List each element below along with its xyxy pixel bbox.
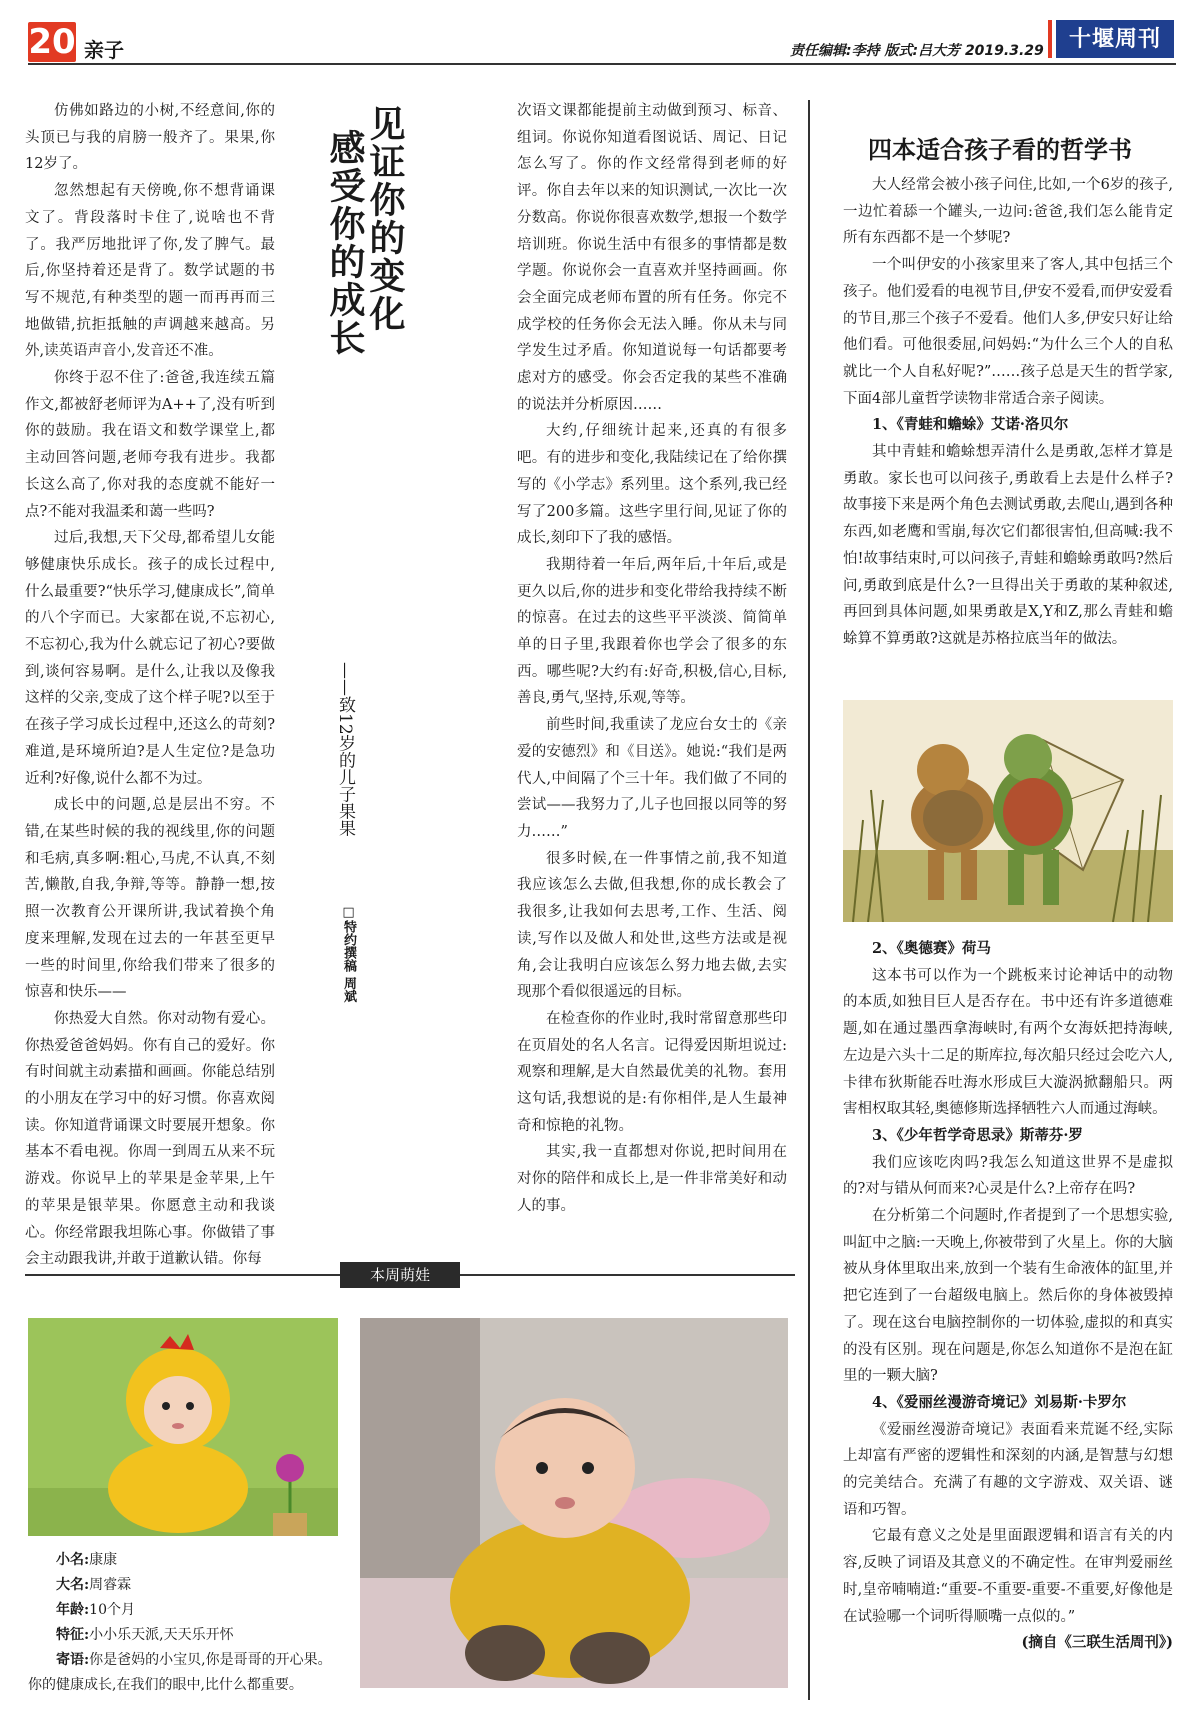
trait-value: 小小乐天派,天天乐开怀	[89, 1627, 234, 1643]
paragraph: 次语文课都能提前主动做到预习、标音、组词。你说你知道看图说话、周记、日记怎么写了。你的作文经常得到老师的好评。你自去年以来的知识测试,一次比一次分数高。你说你很喜欢数学,想报一个数学培训班。你说生活中有很多的事情都是数学题。你说你会一直喜欢并坚持画画。你会全面完成老师布置的所有任务。你完不成学校的任务你会无法入睡。你从未与同学发生过矛盾。你知道说每一句话都要考虑对方的感受。你会否定我的某些不准确的说法并分析原因……	[517, 103, 787, 413]
book1-title: 1、《青蛙和蟾蜍》艾诺·洛贝尔	[872, 416, 1069, 434]
info-trait	[28, 1623, 338, 1648]
column-divider	[808, 100, 810, 1700]
paragraph: 它最有意义之处是里面跟逻辑和语言有关的内容,反映了词语及其意义的不确定性。在审判爱丽丝时,皇帝喃喃道:“重要-不重要-重要-不重要,好像他是在试验哪一个词听得顺嘴一点似的。”	[843, 1528, 1173, 1625]
paragraph: 你终于忍不住了:爸爸,我连续五篇作文,都被舒老师评为A++了,没有听到你的鼓励。我在语文和数学课堂上,都主动回答问题,老师夸我有进步。我都长这么高了,你对我的态度就不能好一点?不能对我温柔和蔼一些吗?	[25, 370, 275, 520]
message-label: 寄语:	[56, 1652, 90, 1668]
title-line-1: 见证你的变化	[364, 105, 406, 333]
big-name-value: 周睿霖	[89, 1577, 132, 1593]
age-value: 10个月	[89, 1602, 135, 1618]
section-name: 亲子	[84, 38, 124, 62]
baby-photo-1-drawing	[28, 1318, 338, 1536]
paragraph: 在分析第二个问题时,作者提到了一个思想实验,叫缸中之脑:一天晚上,你被带到了火星上。你的大脑被从身体里取出来,放到一个装有生命液体的缸里,并把它连到了一台超级电脑上。然后你的身体被毁掉了。现在这台电脑控制你的一切体验,虚拟的和真实的没有区别。现在问题是,你怎么知道你不是泡在缸里的一颗大脑?	[843, 1208, 1173, 1385]
paragraph: 其实,我一直都想对你说,把时间用在对你的陪伴和成长上,是一件非常美好和动人的事。	[517, 1144, 787, 1214]
paragraph: 一个叫伊安的小孩家里来了客人,其中包括三个孩子。他们爱看的电视节目,伊安不爱看,而伊安爱看的节目,那三个孩子不爱看。他们人多,伊安只好让给他们看。可他很委屈,问妈妈:“为什么三个人的自私就比一个人自私好呢?”……孩子总是天生的哲学家,下面4部儿童哲学读物非常适合亲子阅读。	[843, 257, 1173, 407]
paragraph: 忽然想起有天傍晚,你不想背诵课文了。背段落时卡住了,说啥也不背了。我严厉地批评了你,发了脾气。最后,你坚持着还是背了。数学试题的书写不规范,有种类型的题一而再再而三地做错,抗拒抵触的声调越来越高。另外,读英语声音小,发音还不准。	[25, 183, 275, 360]
baby-info	[28, 1548, 338, 1698]
source-credit: (摘自《三联生活周刊》)	[1021, 1634, 1173, 1652]
baby-photo-2-drawing	[360, 1318, 788, 1688]
article2-title: 四本适合孩子看的哲学书	[868, 135, 1132, 164]
article1-author: □特约撰稿 周斌	[341, 905, 356, 1003]
info-message	[28, 1648, 338, 1698]
paragraph: 我们应该吃肉吗?我怎么知道这世界不是虚拟的?对与错从何而来?心灵是什么?上帝存在吗?	[843, 1154, 1173, 1198]
title-line-2: 感受你的成长	[324, 129, 366, 357]
newspaper-logo: 十堰周刊	[1056, 20, 1174, 58]
article2-lower	[843, 936, 1173, 1657]
paragraph: 大人经常会被小孩子问住,比如,一个6岁的孩子,一边忙着舔一个罐头,一边问:爸爸,我们怎么能肯定所有东西都不是一个梦呢?	[843, 177, 1173, 247]
article1-column1	[25, 98, 275, 1268]
paragraph: 我期待着一年后,两年后,十年后,或是更久以后,你的进步和变化带给我持续不断的惊喜。在过去的这些平平淡淡、简简单单的日子里,我跟着你也学会了很多的东西。哪些呢?大约有:好奇,积极,信心,目标,善良,勇气,坚持,乐观,等等。	[517, 556, 787, 707]
frog-toad-illustration	[843, 700, 1173, 922]
paragraph: 仿佛如路边的小树,不经意间,你的头顶已与我的肩膀一般齐了。果果,你12岁了。	[25, 103, 275, 173]
paragraph: 成长中的问题,总是层出不穷。不错,在某些时候的我的视线里,你的问题和毛病,真多啊:粗心,马虎,不认真,不刻苦,懒散,自我,争辩,等等。静静一想,按照一次教育公开课所讲,我试着换个角度来理解,发现在过去的一年甚至更早一些的时间里,你给我们带来了很多的惊喜和快乐——	[25, 797, 275, 1001]
paragraph: 大约,仔细统计起来,还真的有很多吧。有的进步和变化,我陆续记在了给你撰写的《小学志》系列里。这个系列,我已经写了200多篇。这些字里行间,见证了你的成长,刻印下了我的感悟。	[517, 423, 787, 547]
book3-title: 3、《少年哲学奇思录》斯蒂芬·罗	[872, 1126, 1083, 1144]
paragraph: 这本书可以作为一个跳板来讨论神话中的动物的本质,如独目巨人是否存在。书中还有许多道德难题,如在通过墨西拿海峡时,有两个女海妖把持海峡,左边是六头十二足的斯库拉,每次船只经过会吃六人,卡律布狄斯能吞吐海水形成巨大漩涡掀翻船只。两害相权取其轻,奥德修斯选择牺牲六人而通过海峡。	[843, 967, 1173, 1118]
article1-title	[325, 105, 405, 575]
small-name-label: 小名:	[56, 1552, 90, 1568]
baby-photo-yellow-sweater	[360, 1318, 788, 1688]
header-rule	[28, 63, 1176, 65]
book2-title: 2、《奥德赛》荷马	[872, 940, 991, 957]
trait-label: 特征:	[56, 1627, 90, 1643]
age-label: 年龄:	[56, 1602, 90, 1618]
frog-toad-drawing	[843, 700, 1173, 922]
paragraph: 在检查你的作业时,我时常留意那些印在页眉处的名人名言。记得爱因斯坦说过:观察和理解,是大自然最优美的礼物。套用这句话,我想说的是:有你相伴,是人生最神奇和惊艳的礼物。	[517, 1010, 787, 1134]
info-age	[28, 1598, 338, 1623]
paragraph: 其中青蛙和蟾蜍想弄清什么是勇敢,怎样才算是勇敢。家长也可以问孩子,勇敢看上去是什么样子?故事接下来是两个角色去测试勇敢,去爬山,遇到各种东西,如老鹰和雪崩,每次它们都很害怕,但高喊:我不怕!故事结束时,可以问孩子,青蛙和蟾蜍勇敢吗?然后问,勇敢到底是什么?一旦得出关于勇敢的某种叙述,再回到具体问题,如果勇敢是X,Y和Z,那么青蛙和蟾蜍算不算勇敢?这就是苏格拉底当年的做法。	[843, 444, 1173, 647]
book4-title: 4、《爱丽丝漫游奇境记》刘易斯·卡罗尔	[872, 1393, 1127, 1411]
article2-upper	[843, 172, 1173, 653]
paragraph: 过后,我想,天下父母,都希望儿女能够健康快乐成长。孩子的成长过程中,什么最重要?“快乐学习,健康成长”,简单的八个字而已。大家都在说,不忘初心,不忘初心,我为什么就忘记了初心?要做到,谈何容易啊。是什么,让我以及像我这样的父亲,变成了这个样子呢?以至于在孩子学习成长过程中,还这么的苛刻?难道,是环境所迫?是人生定位?是急功近利?好像,说什么都不为过。	[25, 530, 275, 787]
baby-corner-tab: 本周萌娃	[340, 1262, 460, 1288]
editor-credits: 责任编辑:李持 版式:吕大芳 2019.3.29	[790, 43, 1044, 59]
paragraph: 《爱丽丝漫游奇境记》表面看来荒诞不经,实际上却富有严密的逻辑性和深刻的内涵,是智慧与幻想的完美结合。充满了有趣的文字游戏、双关语、谜语和巧智。	[843, 1421, 1173, 1518]
big-name-label: 大名:	[56, 1577, 90, 1593]
article1-subtitle: ——致12岁的儿子果果	[335, 662, 355, 837]
page-number: 20	[28, 22, 76, 62]
small-name-value: 康康	[89, 1552, 118, 1568]
paragraph: 前些时间,我重读了龙应台女士的《亲爱的安德烈》和《目送》。她说:“我们是两代人,中间隔了个三十年。我们做了不同的尝试——我努力了,儿子也回报以同等的努力……”	[517, 717, 787, 840]
baby-photo-chick-costume	[28, 1318, 338, 1536]
paragraph: 很多时候,在一件事情之前,我不知道我应该怎么去做,但我想,你的成长教会了我很多,让我如何去思考,工作、生活、阅读,写作以及做人和处世,这些方法或是视角,会让我明白应该怎么努力地去做,去实现那个看似很遥远的目标。	[517, 850, 787, 1001]
article1-column2	[517, 98, 787, 1248]
message-value: 你是爸妈的小宝贝,你是哥哥的开心果。你的健康成长,在我们的眼中,比什么都重要。	[28, 1652, 332, 1693]
info-small-name	[28, 1548, 338, 1573]
paragraph: 你热爱大自然。你对动物有爱心。你热爱爸爸妈妈。你有自己的爱好。你有时间就主动素描和画画。你能总结别的小朋友在学习中的好习惯。你喜欢阅读。你知道背诵课文时要展开想象。你基本不看电视。你周一到周五从来不玩游戏。你说早上的苹果是金苹果,上午的苹果是银苹果。你愿意主动和我谈心。你经常跟我坦陈心事。你做错了事会主动跟我讲,并敢于道歉认错。你每	[25, 1010, 275, 1268]
info-big-name	[28, 1573, 338, 1598]
